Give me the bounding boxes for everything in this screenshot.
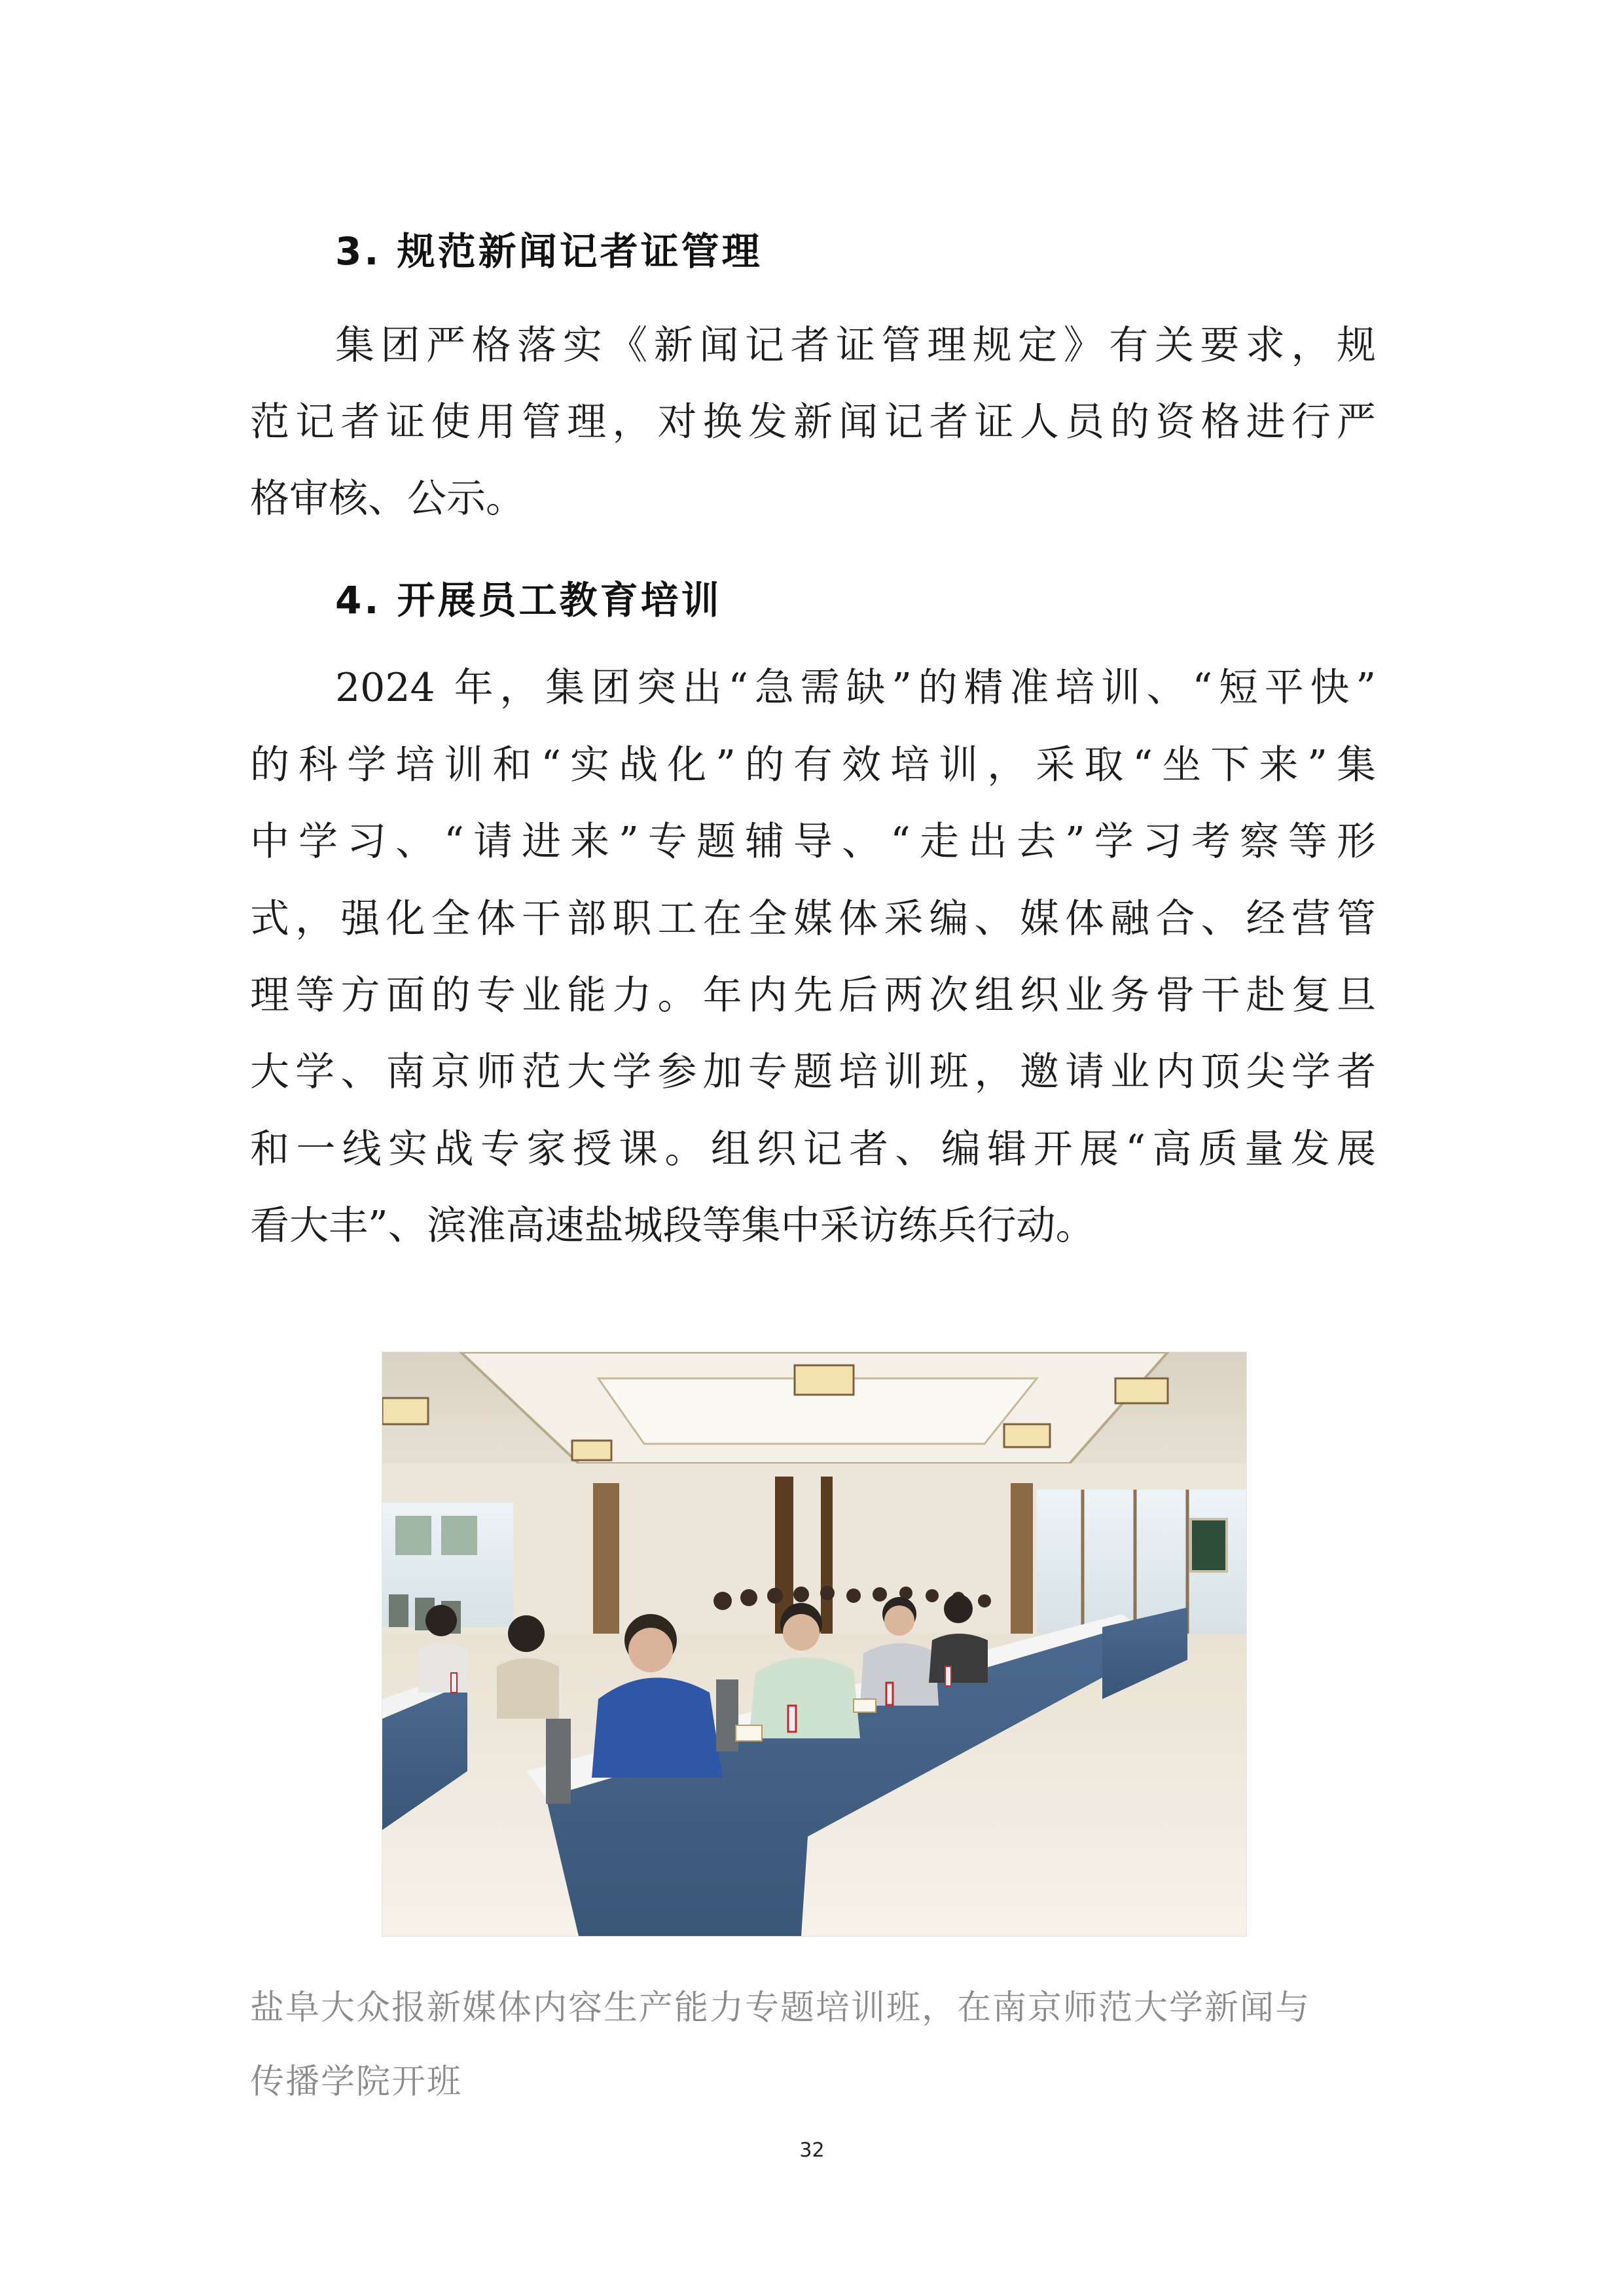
section-4-paragraph-line: 大学、南京师范大学参加专题培训班，邀请业内顶尖学者 — [250, 1049, 1376, 1095]
section-heading-3: 3. 规范新闻记者证管理 — [335, 229, 763, 274]
section-3-paragraph-line: 格审核、公示。 — [250, 476, 525, 522]
section-4-paragraph-line: 理等方面的专业能力。年内先后两次组织业务骨干赴复旦 — [250, 973, 1376, 1018]
section-4-paragraph-line: 中学习、“请进来”专题辅导、“走出去”学习考察等形 — [250, 819, 1376, 865]
section-4-paragraph-line: 的科学培训和“实战化”的有效培训，采取“坐下来”集 — [250, 742, 1376, 788]
page-number: 32 — [799, 2139, 825, 2162]
photo-caption-line: 盐阜大众报新媒体内容生产能力专题培训班，在南京师范大学新闻与 — [250, 1988, 1311, 2028]
training-class-photo — [382, 1352, 1247, 1937]
section-4-paragraph-line: 和一线实战专家授课。组织记者、编辑开展“高质量发展 — [250, 1126, 1376, 1172]
section-4-paragraph-line: 式，强化全体干部职工在全媒体采编、媒体融合、经营管 — [250, 896, 1376, 942]
section-3-paragraph-line: 范记者证使用管理，对换发新闻记者证人员的资格进行严 — [250, 399, 1376, 445]
section-3-paragraph-line: 集团严格落实《新闻记者证管理规定》有关要求，规 — [335, 323, 1376, 368]
section-4-paragraph-line: 看大丰”、滨淮高速盐城段等集中采访练兵行动。 — [250, 1203, 1095, 1249]
photo-caption-line: 传播学院开班 — [250, 2062, 463, 2102]
section-heading-4: 4. 开展员工教育培训 — [335, 578, 722, 622]
section-4-paragraph-line: 2024 年，集团突出“急需缺”的精准培训、“短平快” — [335, 665, 1376, 711]
